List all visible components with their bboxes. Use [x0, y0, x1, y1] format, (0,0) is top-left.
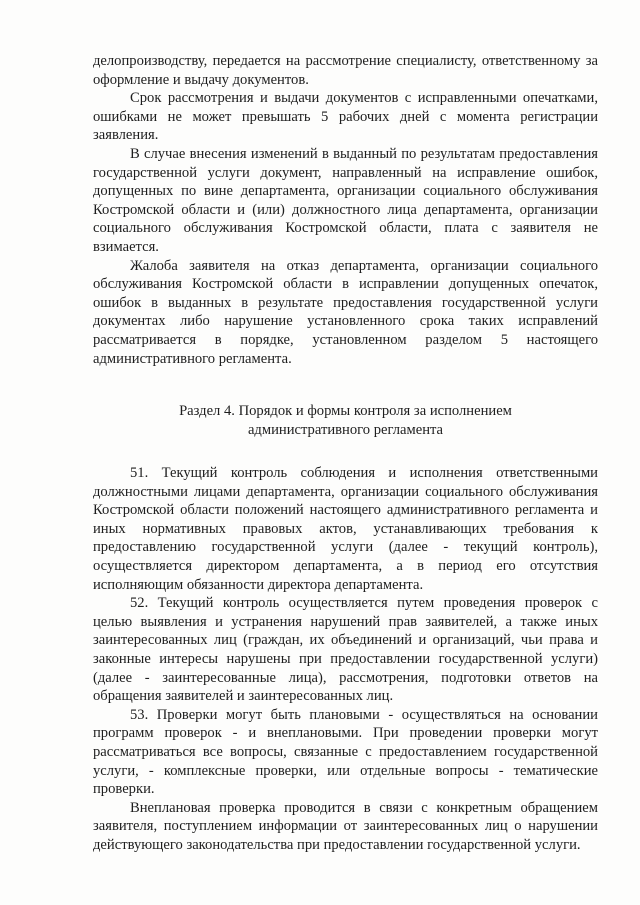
- paragraph-correction-deadline: Срок рассмотрения и выдачи документов с исправленными опечатками, ошибками не может превышать 5 рабочих дней с момента регистрации заявления.: [93, 90, 598, 144]
- paragraph-continuation: делопроизводству, передается на рассмотрение специалисту, ответственному за оформление и выдачу документов.: [93, 53, 598, 88]
- paragraph-51: 51. Текущий контроль соблюдения и исполнения ответственными должностными лицами департамента, организации социального обслуживания Костромской области положений настоящего административного регламента и иных нормативных правовых актов, устанавливающих требования к предоставлению государственной услуги (далее - текущий контроль), осуществляется директором департамента, а в период его отсутствия исполняющим обязанности директора департамента.: [93, 465, 598, 593]
- paragraph-unscheduled-inspection: Внеплановая проверка проводится в связи с конкретным обращением заявителя, поступлением информации от заинтересованных лиц о нарушении действующего законодательства при предоставлении государственной услуги.: [93, 799, 598, 853]
- paragraph-no-fee: В случае внесения изменений в выданный по результатам предоставления государственной услуги документ, направленный на исправление ошибок, допущенных по вине департамента, организации социального обслуживания Костромской области и (или) должностного лица департамента, организации социального обслуживания Костромской области, плата с заявителя не взимается.: [93, 145, 598, 255]
- paragraph-53: 53. Проверки могут быть плановыми - осуществляться на основании программ проверок - и внеплановыми. При проведении проверки могут рассматриваться все вопросы, связанные с предоставлением государственной услуги, - комплексные проверки, или отдельные вопросы - тематические проверки.: [93, 706, 598, 798]
- section-heading-line-2: административного регламента: [247, 422, 444, 439]
- document-body: [93, 52, 598, 855]
- paragraph-52: 52. Текущий контроль осуществляется путем проведения проверок с целью выявления и устранения нарушений прав заявителей, а также иных заинтересованных лиц (граждан, их объединений и организаций, чьи права и законные интересы нарушены при предоставлении государственной услуги) (далее - заинтересованные лица), рассмотрения, подготовки ответов на обращения заявителей и заинтересованных лиц.: [93, 595, 598, 705]
- section-heading: [93, 402, 598, 440]
- section-heading-line-1: Раздел 4. Порядок и формы контроля за исполнением: [179, 403, 512, 420]
- paragraph-complaint: Жалоба заявителя на отказ департамента, организации социального обслуживания Костромской области в исправлении допущенных опечаток, ошибок в выданных в результате предоставления государственной услуги документах либо нарушение установленного срока таких исправлений рассматривается в порядке, установленном разделом 5 настоящего административного регламента.: [93, 257, 598, 367]
